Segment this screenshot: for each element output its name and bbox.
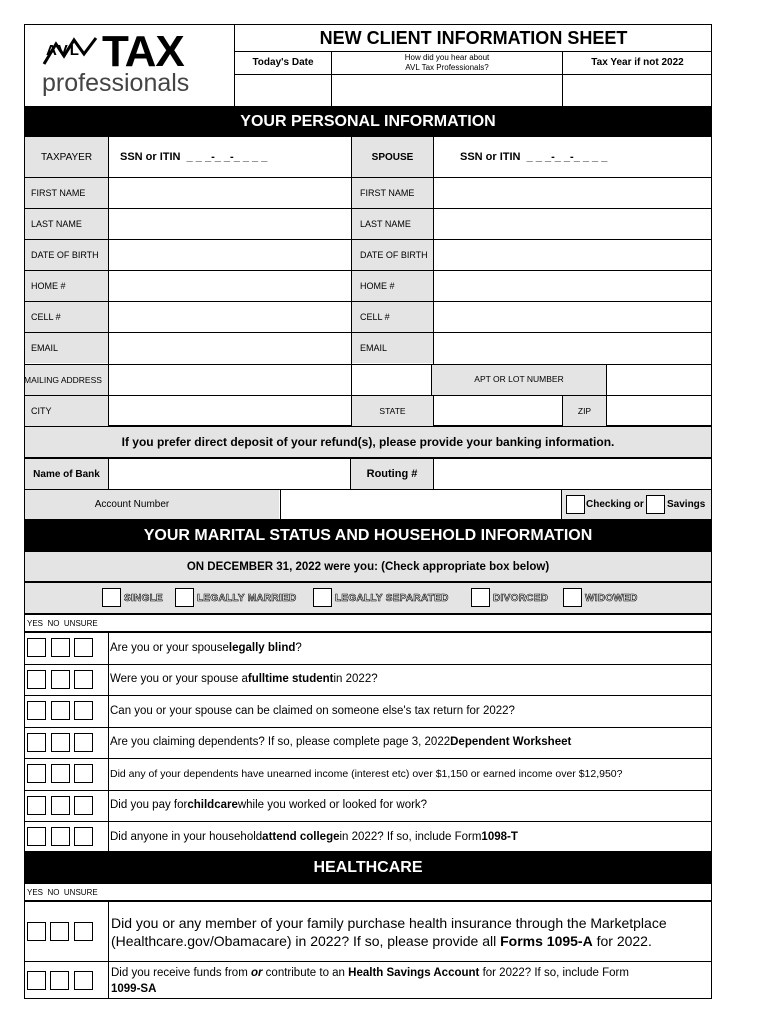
- hc2-unsure-checkbox[interactable]: [74, 971, 93, 990]
- hc1-no-checkbox[interactable]: [50, 922, 69, 941]
- spouse-row-label: CELL #: [360, 312, 390, 322]
- taxpayer-row-field[interactable]: [109, 178, 351, 208]
- q7-no-checkbox[interactable]: [51, 827, 70, 846]
- tax-year-label: Tax Year if not 2022: [591, 57, 684, 68]
- hc-question-marketplace: Did you or any member of your family purchase health insurance through the Marketplace (Healthcare.gov/Obamacare) in 2022? If so, please provide all Forms 1095-A for 2022.: [111, 915, 667, 949]
- hc1-yes-checkbox[interactable]: [27, 922, 46, 941]
- marital-option-label: LEGALLY MARRIED: [197, 592, 297, 604]
- spouse-row-label: LAST NAME: [360, 219, 411, 229]
- q6-unsure-checkbox[interactable]: [74, 796, 93, 815]
- apt-lot-label: APT OR LOT NUMBER: [474, 374, 564, 384]
- q1-no-checkbox[interactable]: [51, 638, 70, 657]
- q4-no-checkbox[interactable]: [51, 733, 70, 752]
- taxpayer-row-field[interactable]: [109, 240, 351, 270]
- taxpayer-row-field[interactable]: [109, 302, 351, 332]
- routing-field[interactable]: [434, 459, 711, 489]
- ssn-spouse-label[interactable]: SSN or ITIN _ _ _-_ _-_ _ _ _: [460, 151, 608, 163]
- marital-option-checkbox[interactable]: [102, 588, 121, 607]
- spouse-row-label: FIRST NAME: [360, 188, 415, 198]
- yn-header-marital: YES NO UNSURE: [27, 618, 98, 628]
- spouse-row-field[interactable]: [434, 178, 711, 208]
- q5-yes-checkbox[interactable]: [27, 764, 46, 783]
- household-question: Did anyone in your household attend college in 2022? If so, include Form 1098-T: [110, 830, 518, 843]
- household-question: Did any of your dependents have unearned income (interest etc) over $1,150 or earned income over $12,950?: [110, 767, 623, 780]
- zip-label: ZIP: [577, 406, 592, 416]
- taxpayer-row-label: CELL #: [31, 312, 61, 322]
- company-logo: [38, 27, 228, 100]
- checking-label: Checking or: [586, 499, 644, 510]
- household-question: Are you claiming dependents? If so, please complete page 3, 2022 Dependent Worksheet: [110, 736, 572, 748]
- q1-unsure-checkbox[interactable]: [74, 638, 93, 657]
- hc2-yes-checkbox[interactable]: [27, 971, 46, 990]
- marital-option-label: DIVORCED: [493, 592, 549, 604]
- banking-prompt: If you prefer direct deposit of your refund(s), please provide your banking information.: [121, 435, 615, 449]
- taxpayer-row-field[interactable]: [109, 271, 351, 301]
- marital-option-checkbox[interactable]: [175, 588, 194, 607]
- bank-name-label: Name of Bank: [33, 468, 100, 480]
- hear-about-label: How did you hear about AVL Tax Professionals?: [404, 53, 490, 72]
- marital-option-label: LEGALLY SEPARATED: [335, 592, 449, 604]
- todays-date-label: Today's Date: [252, 57, 314, 68]
- household-question: Did you pay for childcare while you worked or looked for work?: [110, 799, 428, 811]
- taxpayer-label: TAXPAYER: [40, 151, 93, 163]
- apt-lot-field[interactable]: [607, 365, 711, 395]
- account-number-field[interactable]: [281, 490, 561, 519]
- household-question: Are you or your spouse legally blind ?: [110, 641, 302, 654]
- hc1-unsure-checkbox[interactable]: [74, 922, 93, 941]
- hear-about-field[interactable]: [332, 75, 562, 106]
- taxpayer-row-field[interactable]: [109, 209, 351, 239]
- q4-yes-checkbox[interactable]: [27, 733, 46, 752]
- hc2-no-checkbox[interactable]: [50, 971, 69, 990]
- q3-no-checkbox[interactable]: [51, 701, 70, 720]
- todays-date-field[interactable]: [235, 75, 331, 106]
- taxpayer-row-label: DATE OF BIRTH: [31, 250, 99, 260]
- account-number-label: Account Number: [94, 499, 170, 510]
- tax-year-field[interactable]: [563, 75, 711, 106]
- taxpayer-row-field[interactable]: [109, 333, 351, 363]
- q2-unsure-checkbox[interactable]: [74, 670, 93, 689]
- city-field[interactable]: [109, 396, 351, 426]
- logo-mark-icon: [42, 36, 98, 66]
- spouse-row-field[interactable]: [434, 271, 711, 301]
- logo-word-professionals: professionals: [42, 69, 190, 97]
- yn-header-healthcare: YES NO UNSURE: [27, 887, 98, 897]
- marital-option-checkbox[interactable]: [313, 588, 332, 607]
- spouse-row-field[interactable]: [434, 209, 711, 239]
- state-field[interactable]: [434, 396, 562, 426]
- q2-no-checkbox[interactable]: [51, 670, 70, 689]
- mailing-address-field[interactable]: [109, 365, 431, 395]
- marital-option-checkbox[interactable]: [471, 588, 490, 607]
- spouse-row-field[interactable]: [434, 302, 711, 332]
- marital-option-checkbox[interactable]: [563, 588, 582, 607]
- taxpayer-row-label: EMAIL: [31, 343, 59, 353]
- spouse-label: SPOUSE: [371, 151, 414, 163]
- spouse-row-label: DATE OF BIRTH: [360, 250, 428, 260]
- spouse-row-label: HOME #: [360, 281, 395, 291]
- spouse-row-field[interactable]: [434, 240, 711, 270]
- q3-unsure-checkbox[interactable]: [74, 701, 93, 720]
- q6-yes-checkbox[interactable]: [27, 796, 46, 815]
- savings-checkbox[interactable]: [646, 495, 665, 514]
- logo-mark-text: AVL: [46, 42, 81, 59]
- zip-field[interactable]: [607, 396, 711, 426]
- city-label: CITY: [31, 406, 52, 416]
- state-label: STATE: [379, 406, 406, 416]
- logo-word-tax: TAX: [102, 27, 184, 76]
- ssn-taxpayer-label[interactable]: SSN or ITIN _ _ _-_ _-_ _ _ _: [120, 151, 268, 163]
- marital-section-title: YOUR MARITAL STATUS AND HOUSEHOLD INFORMATION: [24, 520, 712, 551]
- household-question: Were you or your spouse a fulltime student in 2022?: [110, 673, 378, 685]
- form-title: NEW CLIENT INFORMATION SHEET: [319, 28, 628, 48]
- personal-section-title: YOUR PERSONAL INFORMATION: [24, 107, 712, 136]
- healthcare-section-title: HEALTHCARE: [24, 852, 712, 883]
- spouse-row-label: EMAIL: [360, 343, 388, 353]
- taxpayer-row-label: HOME #: [31, 281, 66, 291]
- q5-unsure-checkbox[interactable]: [74, 764, 93, 783]
- household-question: Can you or your spouse can be claimed on someone else's tax return for 2022?: [110, 704, 515, 717]
- hc-question-hsa: Did you receive funds from or contribute to an Health Savings Account for 2022? If so, include Form 1099-SA: [111, 967, 629, 995]
- q5-no-checkbox[interactable]: [51, 764, 70, 783]
- q3-yes-checkbox[interactable]: [27, 701, 46, 720]
- bank-name-field[interactable]: [109, 459, 350, 489]
- taxpayer-row-label: LAST NAME: [31, 219, 82, 229]
- taxpayer-row-label: FIRST NAME: [31, 188, 86, 198]
- q4-unsure-checkbox[interactable]: [74, 733, 93, 752]
- mailing-address-label: MAILING ADDRESS: [24, 375, 102, 385]
- checking-checkbox[interactable]: [566, 495, 585, 514]
- marital-option-label: SINGLE: [124, 592, 164, 604]
- savings-label: Savings: [667, 499, 706, 510]
- q7-yes-checkbox[interactable]: [27, 827, 46, 846]
- routing-label: Routing #: [366, 468, 418, 480]
- marital-prompt: ON DECEMBER 31, 2022 were you: (Check appropriate box below): [186, 560, 550, 573]
- q1-yes-checkbox[interactable]: [27, 638, 46, 657]
- q2-yes-checkbox[interactable]: [27, 670, 46, 689]
- marital-option-label: WIDOWED: [585, 592, 638, 604]
- q7-unsure-checkbox[interactable]: [74, 827, 93, 846]
- spouse-row-field[interactable]: [434, 333, 711, 363]
- q6-no-checkbox[interactable]: [51, 796, 70, 815]
